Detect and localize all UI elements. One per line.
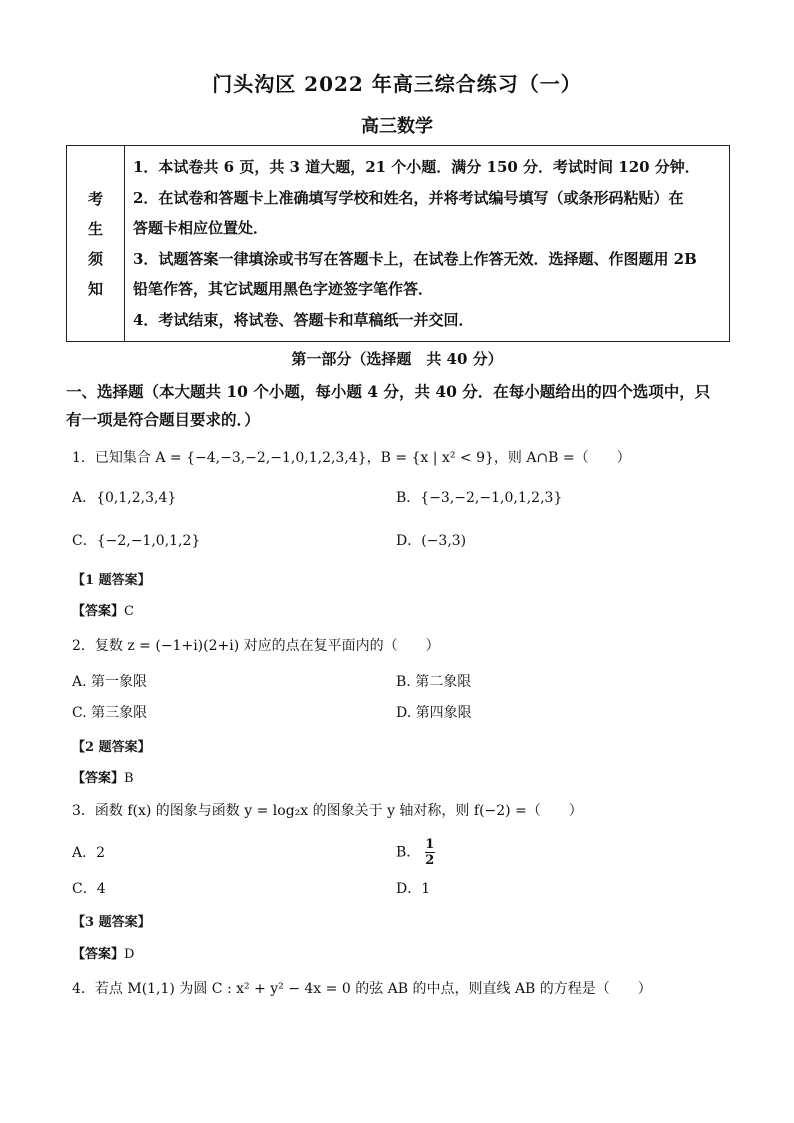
part-heading: 第一部分（选择题 共 40 分）	[291, 350, 503, 368]
question-1-answer-tag: 【1 题答案】	[72, 573, 151, 588]
option-label: B．	[396, 844, 421, 861]
question-2-option-b[interactable]: B. 第二象限	[396, 674, 472, 690]
exam-subtitle: 高三数学	[361, 116, 433, 137]
question-4-stem: 4．若点 M(1,1) 为圆 C : x² + y² − 4x = 0 的弦 AB 的中点，则直线 AB 的方程是（ ）	[72, 981, 652, 997]
notice-item: 1．本试卷共 6 页，共 3 道大题，21 个小题．满分 150 分．考试时间 120 分钟．	[133, 158, 700, 176]
question-1-option-b[interactable]: B．{−3,−2,−1,0,1,2,3}	[396, 490, 563, 506]
question-2-option-a[interactable]: A. 第一象限	[72, 674, 148, 690]
question-3-option-d[interactable]: D．1	[396, 881, 431, 897]
question-1-option-c[interactable]: C．{−2,−1,0,1,2}	[72, 533, 201, 549]
answer-value: C	[124, 604, 134, 619]
section-heading	[66, 378, 730, 434]
exam-title: 门头沟区 2022 年高三综合练习（一）	[212, 72, 582, 96]
fraction-numerator: 1	[425, 837, 435, 852]
answer-label: 【答案】	[72, 947, 125, 962]
section-heading-line: 一、选择题（本大题共 10 个小题，每小题 4 分，共 40 分．在每小题给出的四个选项中，只	[66, 382, 711, 401]
fraction-denominator: 2	[425, 853, 435, 868]
notice-label-char: 生	[87, 219, 103, 238]
question-2-answer	[72, 767, 134, 786]
notice-item: 4．考试结束，将试卷、答题卡和草稿纸一并交回．	[133, 310, 474, 329]
question-3-answer	[72, 943, 134, 962]
notice-label-char: 考	[87, 189, 103, 208]
notice-item: 铅笔作答，其它试题用黑色字迹签字笔作答．	[133, 280, 434, 298]
answer-value: D	[124, 947, 135, 962]
question-3-option-a[interactable]: A．2	[72, 845, 106, 861]
question-2-answer-tag: 【2 题答案】	[72, 740, 151, 755]
question-2-stem: 2．复数 z = (−1+i)(2+i) 对应的点在复平面内的（ ）	[72, 638, 440, 654]
notice-item: 答题卡相应位置处．	[133, 219, 269, 237]
question-2-option-c[interactable]: C. 第三象限	[72, 705, 148, 721]
notice-item: 3．试题答案一律填涂或书写在答题卡上，在试卷上作答无效．选择题、作图题用 2B	[133, 249, 697, 268]
notice-item: 2．在试卷和答题卡上准确填写学校和姓名，并将考试编号填写（或条形码粘贴）在	[133, 188, 684, 207]
question-3-answer-tag: 【3 题答案】	[72, 915, 151, 930]
question-1-option-d[interactable]: D．(−3,3)	[396, 533, 467, 549]
question-3-stem: 3．函数 f(x) 的图象与函数 y = log₂x 的图象关于 y 轴对称，则 f(−2) =（ ）	[72, 803, 583, 819]
question-1-answer	[72, 600, 134, 619]
answer-label: 【答案】	[72, 771, 125, 786]
notice-body	[125, 146, 729, 341]
notice-label-char: 知	[87, 279, 103, 298]
answer-value: B	[124, 771, 134, 786]
question-1-option-a[interactable]: A．{0,1,2,3,4}	[72, 490, 177, 506]
section-heading-line: 有一项是符合题目要求的．）	[66, 410, 260, 429]
notice-label	[67, 146, 125, 341]
question-3-option-c[interactable]: C．4	[72, 881, 106, 897]
exam-notice-box	[66, 145, 730, 342]
question-3-option-b[interactable]	[396, 838, 435, 867]
fraction	[425, 838, 435, 867]
notice-label-char: 须	[87, 249, 103, 268]
question-2-option-d[interactable]: D. 第四象限	[396, 705, 472, 721]
question-1-stem: 1．已知集合 A = {−4,−3,−2,−1,0,1,2,3,4}，B = {x | x² < 9}，则 A∩B =（ ）	[72, 450, 631, 466]
answer-label: 【答案】	[72, 604, 125, 619]
